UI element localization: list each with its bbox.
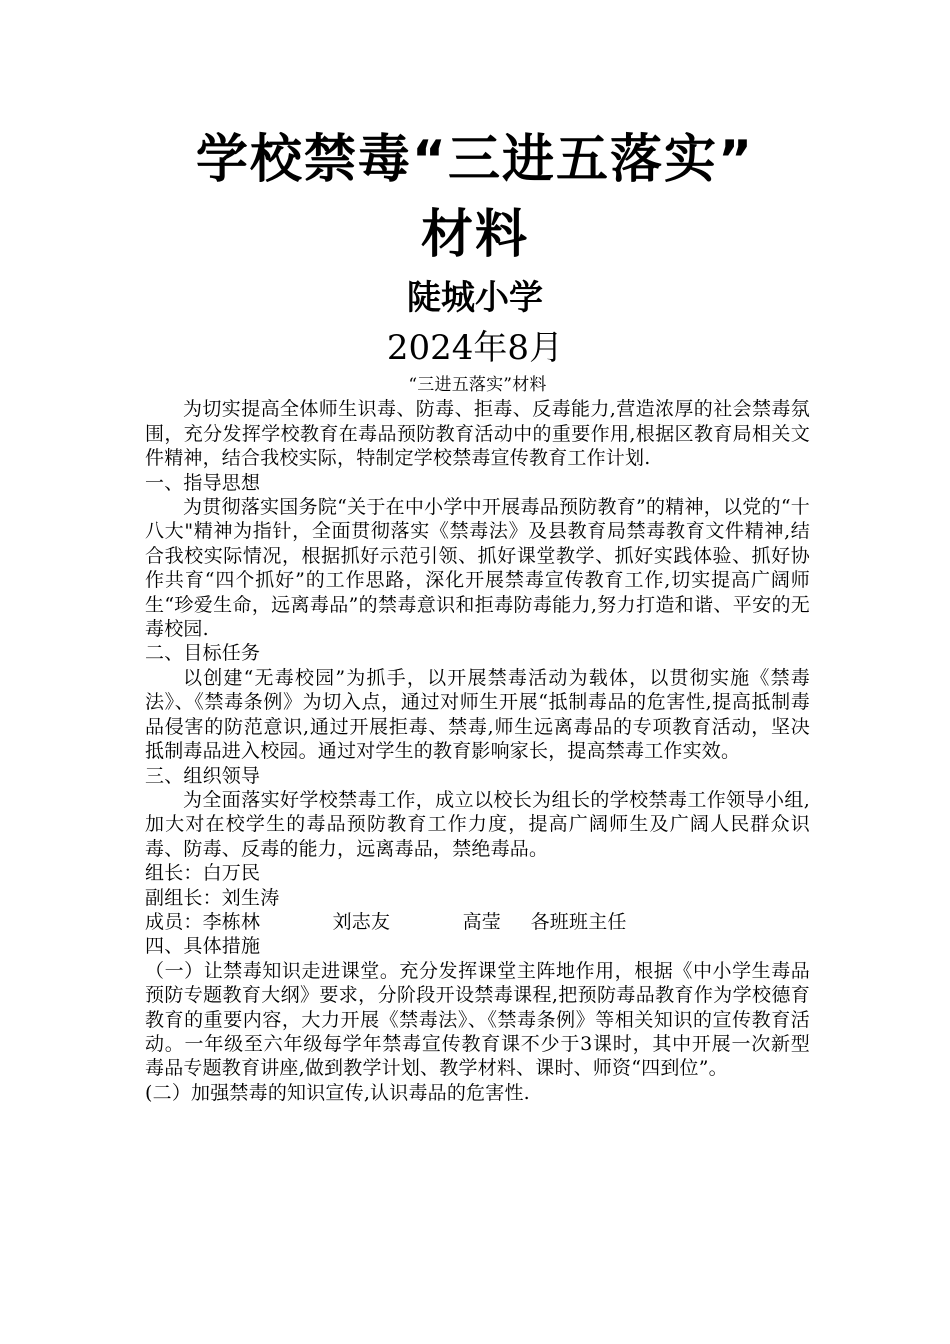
members-label: 成员： (145, 910, 203, 933)
member-name: 刘志友 (332, 910, 391, 933)
section-heading-goals: 二、目标任务 (145, 642, 261, 665)
section-heading-organization: 三、组织领导 (145, 764, 261, 787)
document-date: 2024年8月 (386, 328, 564, 368)
intro-paragraph: 为切实提高全体师生识毒、防毒、拒毒、反毒能力,营造浓厚的社会禁毒氛围，充分发挥学校教育在毒品预防教育活动中的重要作用,根据区教育局相关文件精神，结合我校实际，特制定学校禁毒宣传教育工作计划. (145, 398, 810, 470)
organization-paragraph: 为全面落实好学校禁毒工作，成立以校长为组长的学校禁毒工作领导小组,加大对在校学生的毒品预防教育工作力度，提高广阔师生及广阔人民群众识毒、防毒、反毒的能力，远离毒品，禁绝毒品。 (145, 788, 810, 860)
document-title-line1: 学校禁毒“三进五落实” (195, 130, 755, 190)
group-leader: 组长：白万民 (145, 862, 261, 885)
measure-2-paragraph: (二）加强禁毒的知识宣传,认识毒品的危害性. (145, 1081, 530, 1104)
member-name: 各班班主任 (530, 910, 627, 933)
document-title-line2: 材料 (420, 205, 529, 265)
member-name: 李栋林 (202, 910, 261, 933)
guiding-ideology-paragraph: 为贯彻落实国务院“关于在中小学中开展毒品预防教育”的精神，以党的“十八大"精神为指针，全面贯彻落实《禁毒法》及县教育局禁毒教育文件精神,结合我校实际情况，根据抓好示范引领、抓好课堂教学、抓好实践体验、抓好协作共育“四个抓好”的工作思路，深化开展禁毒宣传教育工作,切实提高广阔师生“珍爱生命，远离毒品”的禁毒意识和拒毒防毒能力,努力打造和谐、平安的无毒校园. (145, 496, 810, 641)
deputy-group-leader: 副组长：刘生涛 (145, 886, 280, 909)
member-name: 高莹 (462, 910, 502, 933)
document-subtitle: “三进五落实”材料 (408, 375, 547, 395)
section-heading-measures: 四、具体措施 (145, 935, 261, 958)
section-heading-guiding-ideology: 一、指导思想 (145, 471, 261, 494)
goals-paragraph: 以创建“无毒校园”为抓手，以开展禁毒活动为载体，以贯彻实施《禁毒法》、《禁毒条例》为切入点，通过对师生开展“抵制毒品的危害性,提高抵制毒品侵害的防范意识,通过开展拒毒、禁毒,师生远离毒品的专项教育活动，坚决抵制毒品进入校园。通过对学生的教育影响家长，提高禁毒工作实效。 (145, 666, 810, 763)
school-name: 陡城小学 (407, 278, 543, 318)
measure-1-paragraph: （一）让禁毒知识走进课堂。充分发挥课堂主阵地作用，根据《中小学生毒品预防专题教育大纲》要求，分阶段开设禁毒课程,把预防毒品教育作为学校德育教育的重要内容，大力开展《禁毒法》、《禁毒条例》等相关知识的宣传教育活动。一年级至六年级每学年禁毒宣传教育课不少于3课时，其中开展一次新型毒品专题教育讲座,做到教学计划、教学材料、课时、师资“四到位”。 (145, 959, 810, 1080)
group-members (145, 910, 810, 934)
document-body (145, 373, 810, 1105)
